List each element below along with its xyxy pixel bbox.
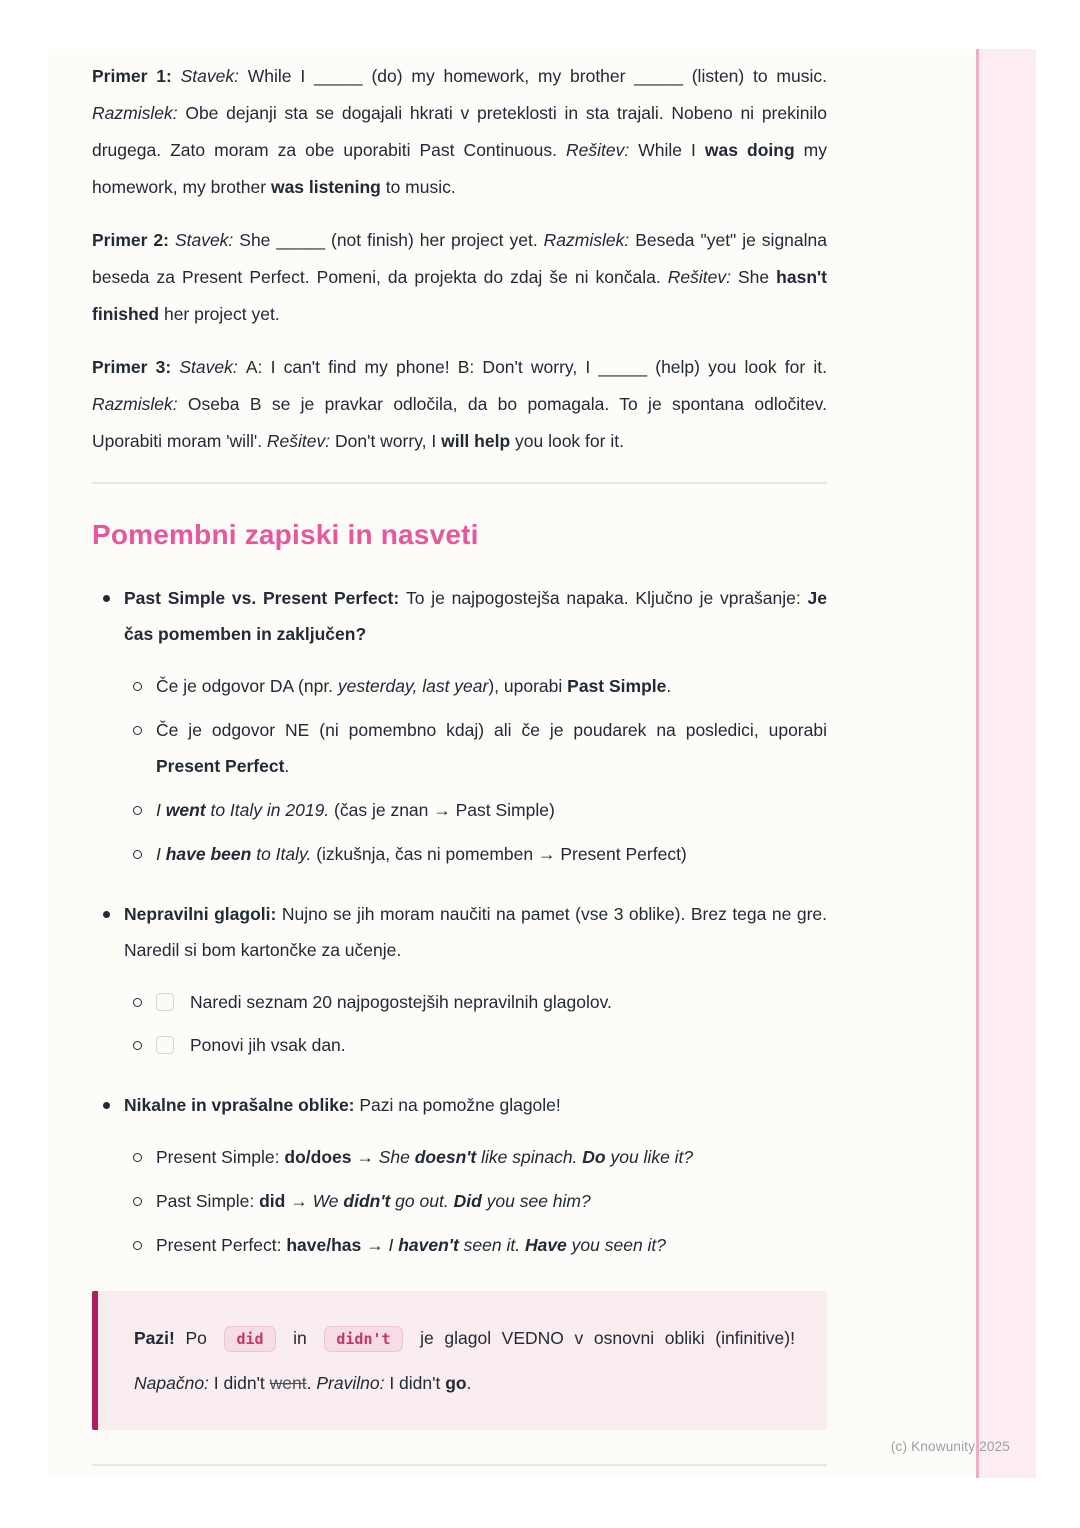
notes-list [92,580,827,1263]
circle-bullet-icon [133,682,142,691]
list-item [92,580,827,652]
list-item-text: Nikalne in vprašalne oblike: Pazi na pomožne glagole! [124,1095,561,1115]
circle-bullet-icon [133,998,142,1007]
list-item [124,712,827,784]
todo-item-text: Naredi seznam 20 najpogostejših nepravilnih glagolov. [190,992,612,1012]
sub-list [124,1139,827,1263]
list-item-text: I went to Italy in 2019. (čas je znan → Past Simple) [156,800,555,820]
example-paragraph-3: Primer 3: Stavek: A: I can't find my phone! B: Don't worry, I _____ (help) you look for it. Razmislek: Oseba B se je pravkar odločila, da bo pomagala. To je spontana odločitev. Uporabiti moram 'will'. Rešitev: Don't worry, I will help you look for it. [92,357,827,451]
section-heading: Pomembni zapiski in nasveti [92,519,479,550]
list-item-text: Past Simple: did → We didn't go out. Did you see him? [156,1191,591,1211]
list-item [124,792,827,828]
document-content [92,49,827,1466]
circle-bullet-icon [133,1241,142,1250]
todo-item [124,984,827,1020]
list-item-text: Nepravilni glagoli: Nujno se jih moram naučiti na pamet (vse 3 oblike). Brez tega ne gre. Naredil si bom kartončke za učenje. [124,904,827,960]
list-item [124,668,827,704]
sub-list [124,668,827,872]
footer-divider [92,1464,827,1466]
circle-bullet-icon [133,806,142,815]
circle-bullet-icon [133,726,142,735]
document-page [48,49,1036,1478]
list-item-text: Present Perfect: have/has → I haven't seen it. Have you seen it? [156,1235,667,1255]
list-item [92,1087,827,1123]
section-divider [92,482,827,484]
example-paragraph-2: Primer 2: Stavek: She _____ (not finish) her project yet. Razmislek: Beseda "yet" je signalna beseda za Present Perfect. Pomeni, da projekta do zdaj še ni končala. Rešitev: She hasn't finished her project yet. [92,230,828,324]
circle-bullet-icon [133,850,142,859]
warning-callout [92,1291,827,1430]
list-item [124,1227,827,1263]
list-item-text: Past Simple vs. Present Perfect: To je najpogostejša napaka. Ključno je vprašanje: Je čas pomemben in zaključen? [124,588,828,644]
list-item [124,1139,827,1175]
list-item [92,896,827,968]
todo-item-text: Ponovi jih vsak dan. [190,1035,346,1055]
list-item [124,836,827,872]
list-item-text: Če je odgovor DA (npr. yesterday, last year), uporabi Past Simple. [156,676,672,696]
checkbox-icon [156,1036,174,1054]
list-item-text: I have been to Italy. (izkušnja, čas ni pomemben → Present Perfect) [156,844,687,864]
list-item-text: Present Simple: do/does → She doesn't like spinach. Do you like it? [156,1147,694,1167]
bullet-icon [103,595,110,602]
circle-bullet-icon [133,1197,142,1206]
todo-item [124,1027,827,1063]
circle-bullet-icon [133,1041,142,1050]
circle-bullet-icon [133,1153,142,1162]
callout-text: Pazi! Po did in didn't je glagol VEDNO v osnovni obliki (infinitive)! Napačno: I didn't went. Pravilno: I didn't go. [134,1328,795,1393]
checkbox-icon [156,993,174,1011]
list-item [124,1183,827,1219]
bullet-icon [103,911,110,918]
sub-list [124,984,827,1063]
side-accent-band [976,49,1036,1478]
copyright-text: (c) Knowunity 2025 [890,1439,1010,1454]
example-paragraph-1: Primer 1: Stavek: While I _____ (do) my homework, my brother _____ (listen) to music. Razmislek: Obe dejanji sta se dogajali hkrati v preteklosti in sta trajali. Nobeno ni prekinilo drugega. Zato moram za obe uporabiti Past Continuous. Rešitev: While I was doing my homework, my brother was listening to music. [92,66,827,197]
list-item-text: Če je odgovor NE (ni pomembno kdaj) ali če je poudarek na posledici, uporabi Present Perfect. [156,720,827,776]
bullet-icon [103,1102,110,1109]
